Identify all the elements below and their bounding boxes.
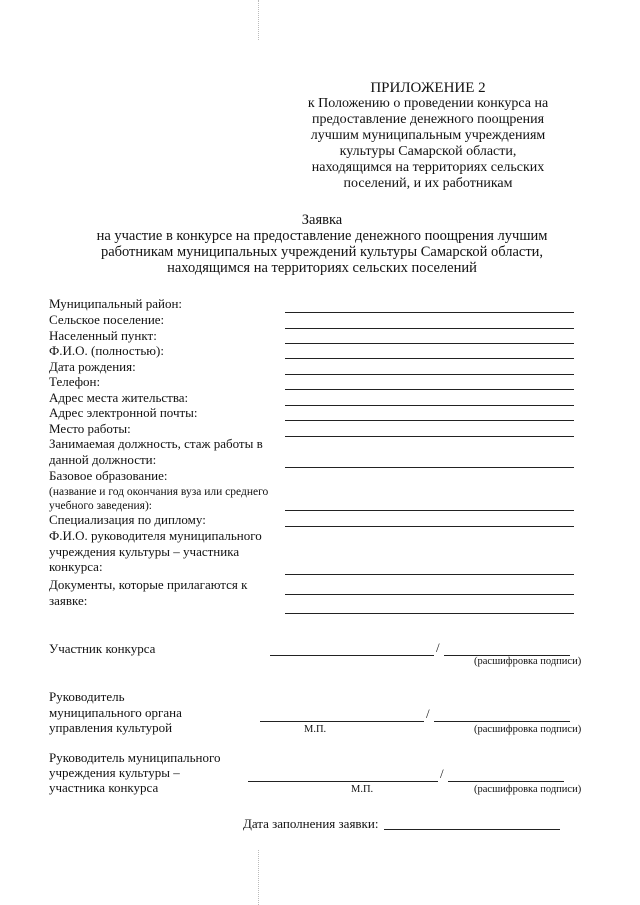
field-label-email: Адрес электронной почты: bbox=[49, 405, 198, 420]
fill-line[interactable] bbox=[285, 328, 574, 329]
signature-decoding-note: (расшифровка подписи) bbox=[474, 784, 582, 795]
fill-line[interactable] bbox=[285, 467, 574, 468]
fill-date-line[interactable] bbox=[384, 829, 560, 830]
field-label-position: данной должности: bbox=[49, 452, 157, 467]
appendix-line: находящимся на территориях сельских bbox=[311, 160, 545, 175]
field-label-birth-date: Дата рождения: bbox=[49, 359, 136, 374]
field-label-director-name: конкурса: bbox=[49, 559, 103, 574]
appendix-line: предоставление денежного поощрения bbox=[311, 112, 545, 127]
fill-line[interactable] bbox=[285, 389, 574, 390]
fill-line[interactable] bbox=[285, 358, 574, 359]
signature-decoding-line[interactable] bbox=[434, 721, 570, 722]
signature-separator: / bbox=[426, 706, 430, 721]
field-label-district: Муниципальный район: bbox=[49, 296, 183, 311]
appendix-line: культуры Самарской области, bbox=[339, 144, 517, 159]
field-label-full-name: Ф.И.О. (полностью): bbox=[49, 343, 164, 358]
fill-date-label: Дата заполнения заявки: bbox=[243, 816, 379, 831]
field-label-education: Базовое образование: bbox=[49, 468, 168, 483]
fill-line[interactable] bbox=[285, 405, 574, 406]
signature-line[interactable] bbox=[270, 655, 434, 656]
field-label-address: Адрес места жительства: bbox=[49, 390, 189, 405]
authority-label: Руководитель bbox=[49, 689, 125, 704]
fill-line[interactable] bbox=[285, 436, 574, 437]
form-subtitle-line: работникам муниципальных учреждений культуры Самарской области, bbox=[100, 244, 544, 260]
field-label-director-name: учреждения культуры – участника bbox=[49, 544, 240, 559]
field-label-position: Занимаемая должность, стаж работы в bbox=[49, 436, 263, 451]
fill-line[interactable] bbox=[285, 343, 574, 344]
field-label-documents: заявке: bbox=[49, 593, 88, 608]
field-label-workplace: Место работы: bbox=[49, 421, 131, 436]
fill-line[interactable] bbox=[285, 574, 574, 575]
fill-line[interactable] bbox=[285, 420, 574, 421]
field-label-settlement: Сельское поселение: bbox=[49, 312, 165, 327]
signature-line[interactable] bbox=[248, 781, 438, 782]
signature-decoding-note: (расшифровка подписи) bbox=[474, 724, 582, 735]
signature-line[interactable] bbox=[260, 721, 424, 722]
fill-line[interactable] bbox=[285, 526, 574, 527]
signature-decoding-line[interactable] bbox=[448, 781, 564, 782]
fill-line[interactable] bbox=[285, 374, 574, 375]
form-subtitle-line: на участие в конкурсе на предоставление денежного поощрения лучшим bbox=[96, 228, 548, 244]
stamp-place: М.П. bbox=[351, 784, 374, 795]
signature-separator: / bbox=[440, 766, 444, 781]
institution-head-label: участника конкурса bbox=[49, 780, 159, 795]
appendix-title: ПРИЛОЖЕНИЕ 2 bbox=[370, 80, 486, 96]
fold-mark bbox=[258, 850, 259, 905]
participant-label: Участник конкурса bbox=[49, 641, 156, 656]
fill-line[interactable] bbox=[285, 510, 574, 511]
appendix-line: к Положению о проведении конкурса на bbox=[307, 96, 549, 111]
field-label-locality: Населенный пункт: bbox=[49, 328, 157, 343]
fill-line[interactable] bbox=[285, 613, 574, 614]
form-title bbox=[60, 212, 584, 276]
fold-mark bbox=[258, 0, 259, 40]
field-label-phone: Телефон: bbox=[49, 374, 101, 389]
field-label-education-note: учебного заведения): bbox=[49, 500, 152, 512]
field-label-specialization: Специализация по диплому: bbox=[49, 512, 206, 527]
field-label-documents: Документы, которые прилагаются к bbox=[49, 577, 248, 592]
appendix-line: поселений, и их работникам bbox=[343, 176, 513, 191]
institution-head-label: Руководитель муниципального bbox=[49, 750, 221, 765]
signature-decoding-note: (расшифровка подписи) bbox=[474, 656, 582, 667]
signature-separator: / bbox=[436, 640, 440, 655]
form-subtitle-line: находящимся на территориях сельских поселений bbox=[167, 260, 477, 276]
appendix-line: лучшим муниципальным учреждениям bbox=[310, 128, 546, 143]
fill-line[interactable] bbox=[285, 312, 574, 313]
institution-head-label: учреждения культуры – bbox=[49, 765, 180, 780]
fill-line[interactable] bbox=[285, 594, 574, 595]
field-label-education-note: (название и год окончания вуза или среднего bbox=[49, 486, 269, 498]
form-heading: Заявка bbox=[301, 212, 343, 228]
authority-label: управления культурой bbox=[49, 720, 173, 735]
field-label-director-name: Ф.И.О. руководителя муниципального bbox=[49, 528, 262, 543]
authority-label: муниципального органа bbox=[49, 705, 182, 720]
stamp-place: М.П. bbox=[304, 724, 327, 735]
appendix-header bbox=[290, 80, 566, 192]
